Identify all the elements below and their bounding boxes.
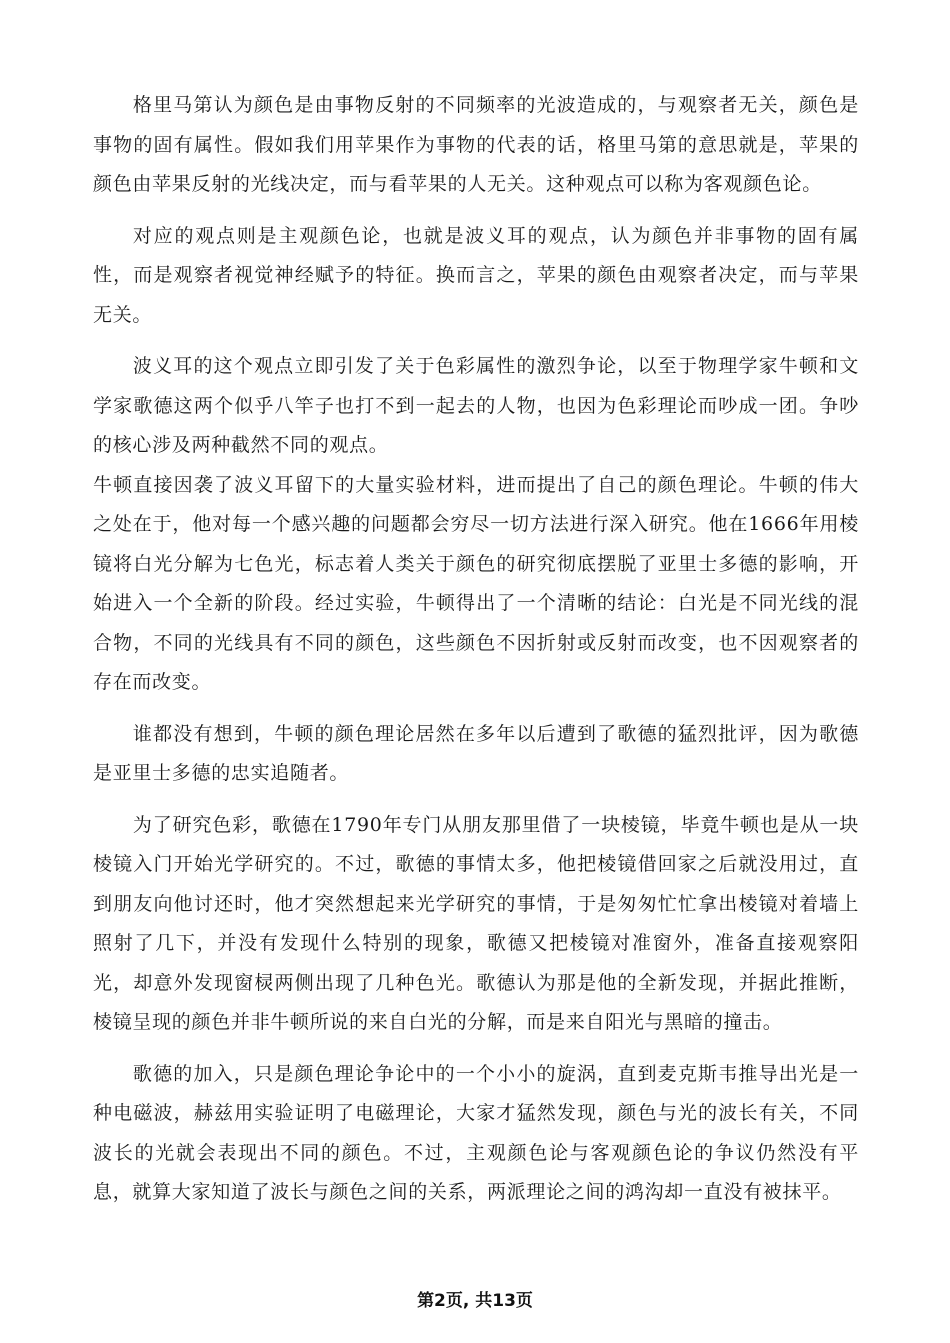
article-body <box>93 86 859 1225</box>
paragraph-goethe-prism: 为了研究色彩，歌德在1790年专门从朋友那里借了一块棱镜，毕竟牛顿也是从一块棱镜入门开始光学研究的。不过，歌德的事情太多，他把棱镜借回家之后就没用过，直到朋友向他讨还时，他才突然想起来光学研究的事情，于是匆匆忙忙拿出棱镜对着墙上照射了几下，并没有发现什么特别的现象，歌德又把棱镜对准窗外，准备直接观察阳光，却意外发现窗棂两侧出现了几种色光。歌德认为那是他的全新发现，并据此推断，棱镜呈现的颜色并非牛顿所说的来自白光的分解，而是来自阳光与黑暗的撞击。 <box>93 813 859 1033</box>
paragraph-goethe-criticism: 谁都没有想到，牛顿的颜色理论居然在多年以后遭到了歌德的猛烈批评，因为歌德 是亚里士多德的忠实追随者。 <box>93 722 859 784</box>
paragraph-grimaldi-objective-color: 格里马第认为颜色是由事物反射的不同频率的光波造成的，与观察者无关，颜色是事物的固有属性。假如我们用苹果作为事物的代表的话，格里马第的意思就是，苹果的颜色由苹果反射的光线决定，而与看苹果的人无关。这种观点可以称为客观颜色论。 <box>93 94 859 195</box>
paragraph-newton-theory: 牛顿直接因袭了波义耳留下的大量实验材料，进而提出了自己的颜色理论。牛顿的伟大之处在于，他对每一个感兴趣的问题都会穷尽一切方法进行深入研究。他在1666年用棱镜将白光分解为七色光，标志着人类关于颜色的研究彻底摆脱了亚里士多德的影响，开始进入一个全新的阶段。经过实验，牛顿得出了一个清晰的结论：白光是不同光线的混合物，不同的光线具有不同的颜色，这些颜色不因折射或反射而改变，也不因观察者的存在而改变。 <box>93 473 859 693</box>
paragraph-color-controversy: 波义耳的这个观点立即引发了关于色彩属性的激烈争论，以至于物理学家牛顿和文学家歌德这两个似乎八竿子也打不到一起去的人物，也因为色彩理论而吵成一团。争吵的核心涉及两种截然不同的观点。 <box>93 355 859 456</box>
paragraph-boyle-subjective-color: 对应的观点则是主观颜色论，也就是波义耳的观点，认为颜色并非事物的固有属性，而是观察者视觉神经赋予的特征。换而言之，苹果的颜色由观察者决定，而与苹果无关。 <box>93 224 859 326</box>
paragraph-maxwell-wavelength: 歌德的加入，只是颜色理论争论中的一个小小的旋涡，直到麦克斯韦推导出光是一种电磁波，赫兹用实验证明了电磁理论，大家才猛然发现，颜色与光的波长有关，不同波长的光就会表现出不同的颜色。不过，主观颜色论与客观颜色论的争议仍然没有平息，就算大家知道了波长与颜色之间的关系，两派理论之间的鸿沟却一直没有被抹平。 <box>93 1062 859 1203</box>
page-number: 第2页, 共13页 <box>417 1291 533 1311</box>
